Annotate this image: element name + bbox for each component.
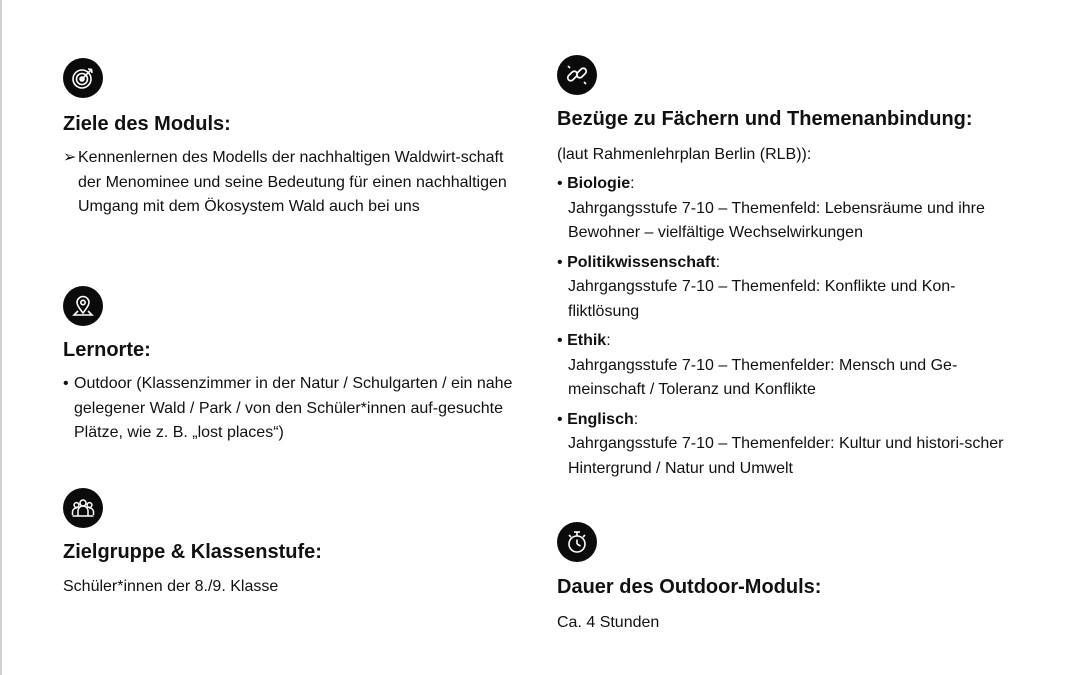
group-icon <box>63 488 103 528</box>
audience-heading: Zielgruppe & Klassenstufe: <box>63 541 322 563</box>
subject-colon: : <box>633 410 639 428</box>
subject-description: Jahrgangsstufe 7-10 – Themenfeld: Konflikte und Kon-fliktlösung <box>568 278 956 320</box>
subjects-heading: Bezüge zu Fächern und Themenanbindung: <box>557 108 973 130</box>
list-item <box>63 146 523 220</box>
subject-name: Politikwissenschaft <box>567 253 716 271</box>
subject-description: Jahrgangsstufe 7-10 – Themenfelder: Mensch und Ge-meinschaft / Toleranz und Konflikte <box>568 356 958 398</box>
list-item <box>557 251 1017 325</box>
arrow-bullet-icon: ➢ <box>63 149 77 166</box>
goals-item-text: Kennenlernen des Modells der nachhaltigen Waldwirt-schaft der Menominee und seine Bedeutung für einen nachhaltigen Umgang mit dem Ökosystem Wald auch bei uns <box>78 149 507 215</box>
duration-text: Ca. 4 Stunden <box>557 614 660 631</box>
locations-heading: Lernorte: <box>63 339 151 361</box>
subject-name: Biologie <box>567 175 631 192</box>
subjects-list <box>557 172 1017 486</box>
location-pin-icon <box>63 286 103 326</box>
bullet-icon: • <box>63 375 69 392</box>
locations-item-text: Outdoor (Klassenzimmer in der Natur / Schulgarten / ein nahe gelegener Wald / Park / von den Schüler*innen auf-gesuchte Plätze, wie z. B. „lost places“) <box>74 375 513 441</box>
page-edge-divider <box>0 0 2 675</box>
target-icon <box>63 58 103 98</box>
list-item <box>63 372 525 446</box>
subject-description: Jahrgangsstufe 7-10 – Themenfelder: Kultur und histori-scher Hintergrund / Natur und Umwelt <box>568 435 1004 477</box>
stopwatch-icon <box>557 522 597 562</box>
bullet-icon: • <box>557 175 563 192</box>
list-item <box>557 329 1017 403</box>
link-icon <box>557 55 597 95</box>
list-item <box>557 172 1017 246</box>
bullet-icon: • <box>557 410 563 428</box>
bullet-icon: • <box>557 253 563 271</box>
goals-heading: Ziele des Moduls: <box>63 113 231 135</box>
subject-colon: : <box>630 175 635 192</box>
audience-text: Schüler*innen der 8./9. Klasse <box>63 578 279 595</box>
bullet-icon: • <box>557 332 563 349</box>
subject-name: Ethik <box>567 332 607 349</box>
locations-list <box>63 372 525 446</box>
subjects-intro: (laut Rahmenlehrplan Berlin (RLB)): <box>557 146 812 163</box>
subject-name: Englisch <box>567 410 634 428</box>
goals-list <box>63 146 523 220</box>
subject-description: Jahrgangsstufe 7-10 – Themenfeld: Lebensräume und ihre Bewohner – vielfältige Wechselwirkungen <box>568 199 985 241</box>
subject-colon: : <box>715 253 721 271</box>
list-item <box>557 408 1017 482</box>
subject-colon: : <box>606 332 611 349</box>
duration-heading: Dauer des Outdoor-Moduls: <box>557 576 822 598</box>
